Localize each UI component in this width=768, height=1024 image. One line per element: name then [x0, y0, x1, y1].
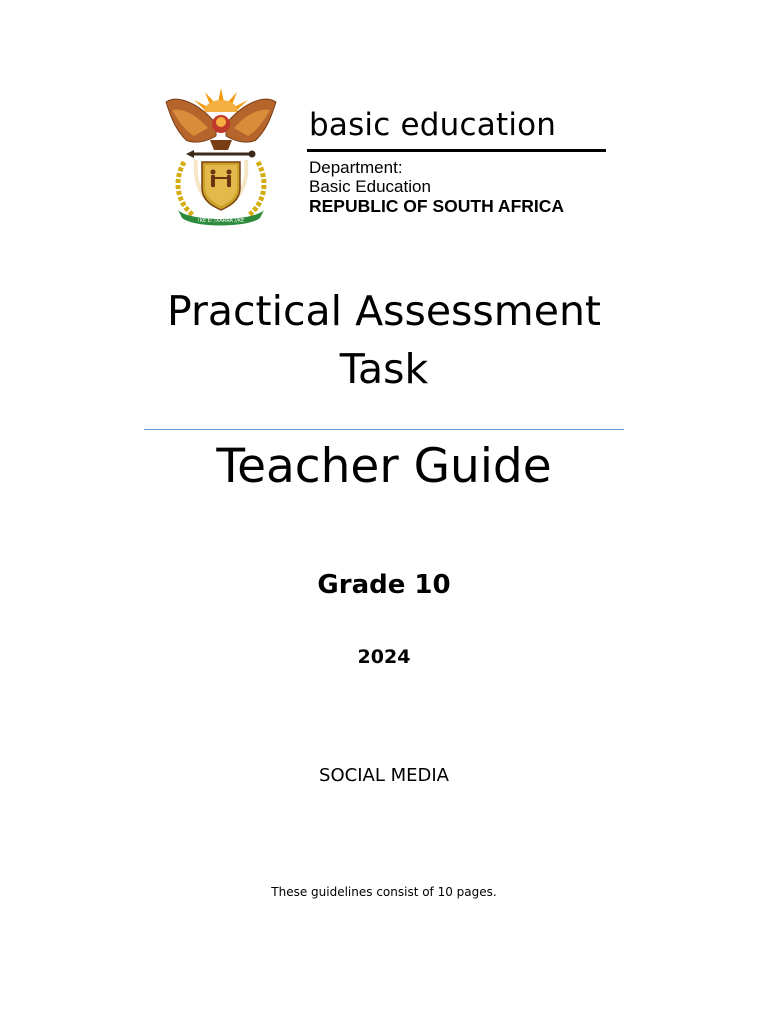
coat-of-arms-logo — [160, 84, 282, 228]
sun-rays — [194, 88, 248, 112]
brand-underline — [307, 149, 606, 152]
topic-label: SOCIAL MEDIA — [319, 765, 449, 786]
page-count-note: These guidelines consist of 10 pages. — [271, 885, 497, 899]
year-label: 2024 — [357, 646, 411, 668]
title-divider — [144, 429, 624, 430]
brand-title: basic education — [309, 107, 557, 143]
department-label: Department: — [309, 158, 403, 177]
document-subtitle: Teacher Guide — [216, 439, 552, 494]
department-name: Basic Education — [309, 177, 431, 196]
document-title-line2: Task — [339, 345, 429, 393]
country-name: REPUBLIC OF SOUTH AFRICA — [309, 196, 565, 216]
document-title-line1: Practical Assessment — [166, 287, 602, 335]
motto-text: !KE E: /XARRA //KE — [197, 218, 245, 224]
grade-label: Grade 10 — [317, 570, 451, 600]
